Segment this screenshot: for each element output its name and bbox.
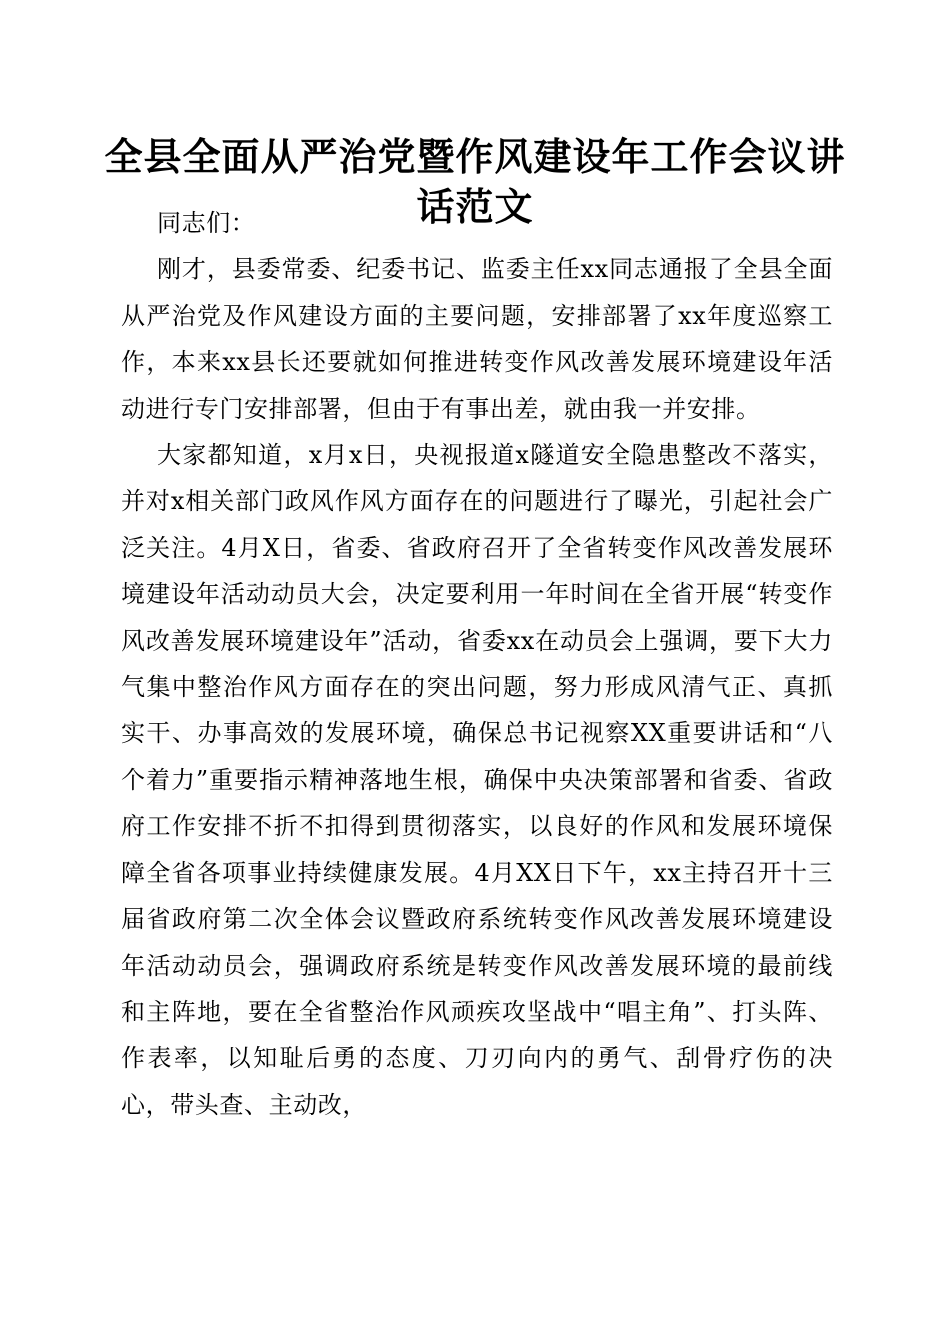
salutation: 同志们：	[157, 209, 256, 237]
paragraph: 刚才，县委常委、纪委书记、监委主任xx同志通报了全县全面从严治党及作风建设方面的主要问题，安排部署了xx年度巡察工作，本来xx县长还要就如何推进转变作风改善发展环境建设年活动进行专门安排部署，但由于有事出差，就由我一并安排。	[121, 255, 833, 423]
document-title: 全县全面从严治党暨作风建设年工作会议讲话范文	[104, 134, 846, 229]
paragraph: 大家都知道，x月x日，央视报道x隧道安全隐患整改不落实，并对x相关部门政风作风方面存在的问题进行了曝光，引起社会广泛关注。4月X日，省委、省政府召开了全省转变作风改善发展环境建设年活动动员大会，决定要利用一年时间在全省开展“转变作风改善发展环境建设年”活动，省委xx在动员会上强调，要下大力气集中整治作风方面存在的突出问题，努力形成风清气正、真抓实干、办事高效的发展环境，确保总书记视察XX重要讲话和“八个着力”重要指示精神落地生根，确保中央决策部署和省委、省政府工作安排不折不扣得到贯彻落实，以良好的作风和发展环境保障全省各项事业持续健康发展。4月XX日下午，xx主持召开十三届省政府第二次全体会议暨政府系统转变作风改善发展环境建设年活动动员会，强调政府系统是转变作风改善发展环境的最前线和主阵地，要在全省整治作风顽疾攻坚战中“唱主角”、打头阵、作表率，以知耻后勇的态度、刀刃向内的勇气、刮骨疗伤的决心，带头查、主动改，	[121, 441, 833, 1119]
document-body	[121, 200, 833, 1128]
